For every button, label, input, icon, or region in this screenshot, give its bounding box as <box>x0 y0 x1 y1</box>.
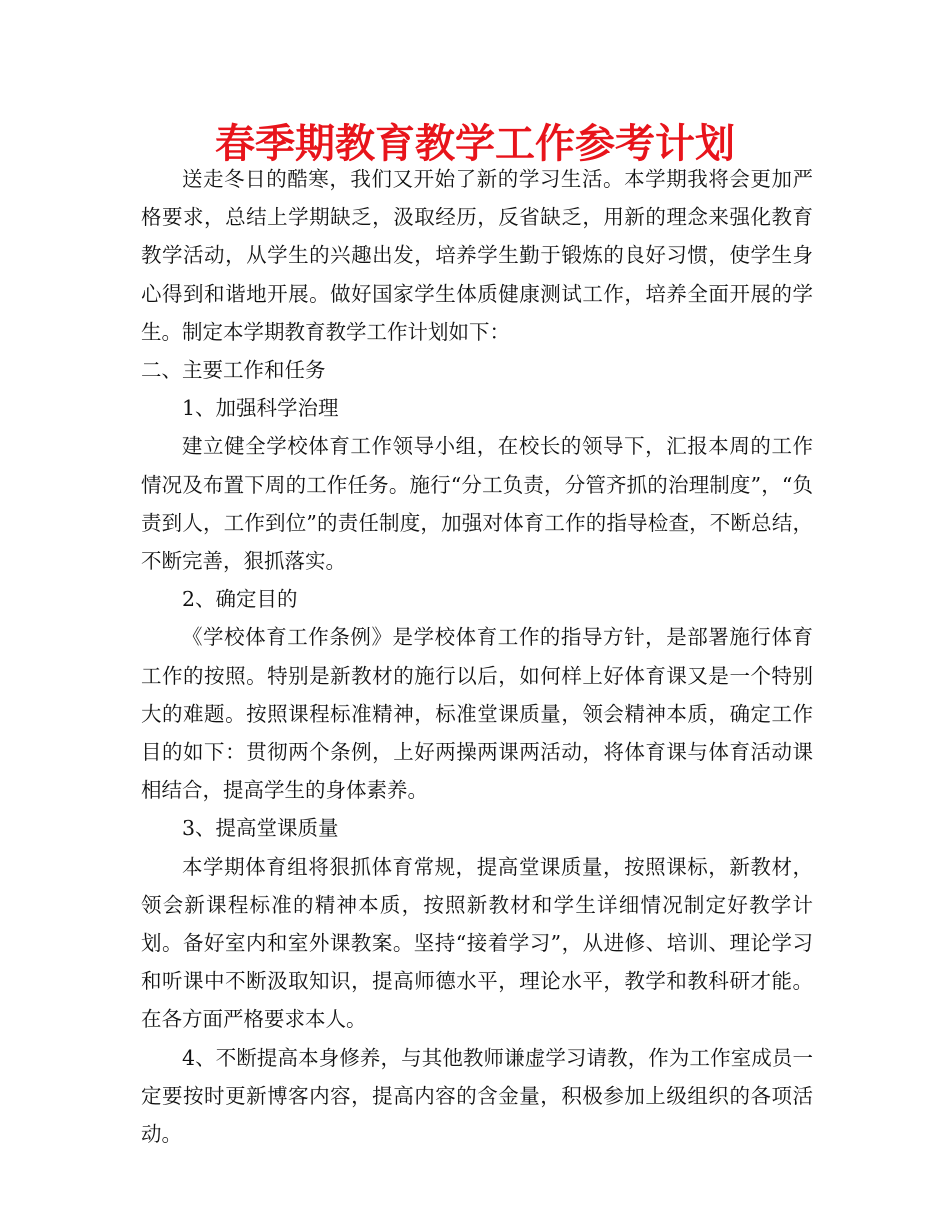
subheading-1: 1、加强科学治理 <box>182 396 339 421</box>
subheading-2: 2、确定目的 <box>182 587 298 612</box>
intro-paragraph: 送走冬日的酷寒，我们又开始了新的学习生活。本学期我将会更加严格要求，总结上学期缺乏，汲取经历，反省缺乏，用新的理念来强化教育教学活动，从学生的兴趣出发，培养学生勤于锻炼的良好习惯，使学生身心得到和谐地开展。做好国家学生体质健康测试工作，培养全面开展的学生。制定本学期教育教学工作计划如下： <box>141 167 813 344</box>
paragraph-2: 《学校体育工作条例》是学校体育工作的指导方针，是部署施行体育工作的按照。特别是新教材的施行以后，如何样上好体育课又是一个特别大的难题。按照课程标准精神，标准堂课质量，领会精神本质，确定工作目的如下：贯彻两个条例，上好两操两课两活动，将体育课与体育活动课相结合，提高学生的身体素养。 <box>141 625 813 803</box>
document-body <box>141 160 813 1153</box>
document-title: 春季期教育教学工作参考计划 <box>215 121 735 167</box>
subheading-3: 3、提高堂课质量 <box>182 816 339 841</box>
paragraph-4: 4、不断提高本身修养，与其他教师谦虚学习请教，作为工作室成员一定要按时更新博客内容，提高内容的含金量，积极参加上级组织的各项活动。 <box>141 1045 813 1147</box>
paragraph-3: 本学期体育组将狠抓体育常规，提高堂课质量，按照课标，新教材，领会新课程标准的精神本质，按照新教材和学生详细情况制定好教学计划。备好室内和室外课教案。坚持“接着学习”，从进修、培训、理论学习和听课中不断汲取知识，提高师德水平，理论水平，教学和教科研才能。在各方面严格要求本人。 <box>141 854 813 1032</box>
section-heading-main-tasks: 二、主要工作和任务 <box>141 358 326 383</box>
paragraph-1: 建立健全学校体育工作领导小组，在校长的领导下，汇报本周的工作情况及布置下周的工作任务。施行“分工负责，分管齐抓的治理制度”，“负责到人，工作到位”的责任制度，加强对体育工作的指导检查，不断总结，不断完善，狠抓落实。 <box>141 434 813 574</box>
